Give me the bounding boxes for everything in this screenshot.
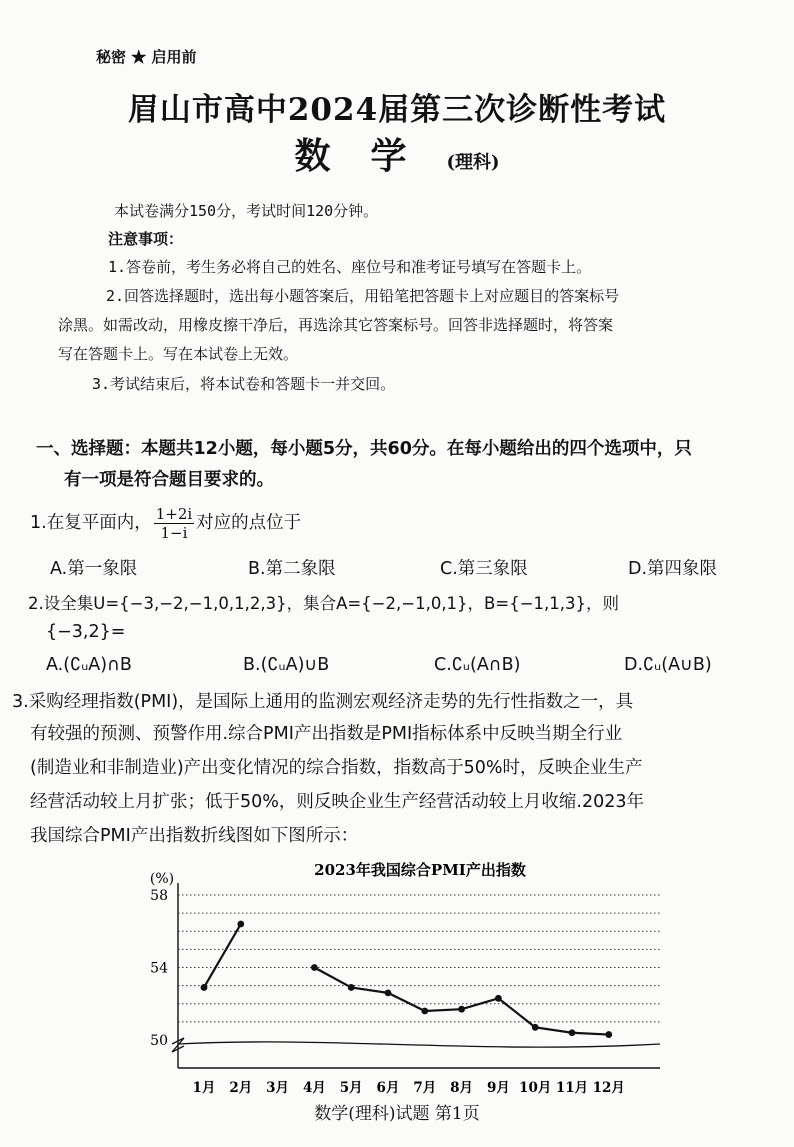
question-3-line3: (制造业和非制造业)产出变化情况的综合指数，指数高于50%时，反映企业生产	[30, 758, 643, 778]
grid-layer	[178, 895, 660, 1022]
data-point	[201, 984, 208, 991]
data-point	[385, 989, 392, 996]
q2-option-b: B.(∁ᵤA)∪B	[243, 655, 330, 675]
q1-denominator: 1−i	[160, 523, 188, 542]
x-tick-label: 5月	[339, 1080, 363, 1095]
question-1	[30, 500, 301, 546]
x-tick-label: 11月	[555, 1080, 589, 1095]
x-tick-label: 2月	[229, 1080, 253, 1095]
question-3-line4: 经营活动较上月扩张；低于50%，则反映企业生产经营活动较上月收缩.2023年	[30, 792, 644, 812]
data-point	[605, 1031, 612, 1038]
series-line	[204, 924, 241, 987]
data-point	[532, 1024, 539, 1031]
axis-layer	[172, 883, 660, 1068]
chart-title: 2023年我国综合PMI产出指数	[314, 861, 526, 879]
q1-option-b: B.第二象限	[248, 559, 336, 579]
note-item-2-line3: 写在答题卡上。写在本试卷上无效。	[58, 345, 299, 363]
q2-option-d: D.∁ᵤ(A∪B)	[624, 655, 712, 675]
note-item-1: 1.答卷前，考生务必将自己的姓名、座位号和准考证号填写在答题卡上。	[108, 258, 592, 276]
note-item-3: 3.考试结束后，将本试卷和答题卡一并交回。	[92, 375, 396, 393]
data-point	[458, 1006, 465, 1013]
question-3-line2: 有较强的预测、预警作用.综合PMI产出指数是PMI指标体系中反映当期全行业	[30, 724, 623, 744]
note-item-2-line1: 2.回答选择题时，选出每小题答案后，用铅笔把答题卡上对应题目的答案标号	[106, 287, 620, 305]
notes-heading: 注意事项：	[108, 230, 184, 248]
data-point	[348, 984, 355, 991]
y-tick-label: 50	[150, 1033, 168, 1049]
subject-heading	[0, 128, 794, 179]
q1-fraction	[154, 505, 194, 542]
section-heading-line1: 一、选择题：本题共12小题，每小题5分，共60分。在每小题给出的四个选项中，只	[36, 439, 692, 459]
q1-numerator: 1+2i	[155, 504, 193, 523]
q1-option-a: A.第一象限	[50, 559, 138, 579]
exam-title: 眉山市高中2024届第三次诊断性考试	[127, 92, 667, 128]
x-tick-label: 8月	[450, 1080, 474, 1095]
series-layer	[201, 921, 613, 1038]
x-tick-label: 10月	[519, 1080, 552, 1095]
subject-note: (理科)	[446, 152, 500, 173]
q1-suffix: 对应的点位于	[196, 513, 302, 533]
data-point	[311, 964, 318, 971]
confidential-label: 秘密 ★ 启用前	[96, 48, 197, 66]
x-tick-label: 12月	[592, 1080, 625, 1095]
exam-intro: 本试卷满分150分，考试时间120分钟。	[114, 202, 379, 220]
y-axis-label: (%)	[149, 871, 175, 887]
q2-option-c: C.∁ᵤ(A∩B)	[434, 655, 521, 675]
question-3-line1: 3.采购经理指数(PMI)，是国际上通用的监测宏观经济走势的先行性指数之一，具	[12, 692, 634, 712]
question-2-line1: 2.设全集U={−3,−2,−1,0,1,2,3}，集合A={−2,−1,0,1}，B={−1,1,3}，则	[28, 594, 620, 613]
wavy-baseline	[178, 1042, 660, 1047]
note-item-2-line2: 涂黑。如需改动，用橡皮擦干净后，再选涂其它答案标号。回答非选择题时，将答案	[58, 316, 614, 334]
x-tick-label: 9月	[486, 1080, 510, 1095]
page-footer: 数学(理科)试题 第1页	[314, 1104, 480, 1124]
data-point	[421, 1008, 428, 1015]
data-point	[237, 921, 244, 928]
x-tick-label: 7月	[413, 1080, 437, 1095]
q1-option-d: D.第四象限	[628, 559, 718, 579]
x-tick-label: 1月	[192, 1080, 216, 1095]
x-tick-label: 6月	[376, 1080, 400, 1095]
question-3-line5: 我国综合PMI产出指数折线图如下图所示：	[30, 826, 359, 846]
q1-prefix: 1.在复平面内，	[30, 513, 152, 533]
x-tick-label: 3月	[266, 1080, 290, 1095]
y-tick-label: 54	[150, 960, 168, 977]
question-2-line2: {−3,2}=	[46, 622, 126, 642]
y-tick-label: 58	[150, 888, 168, 904]
series-line	[314, 968, 608, 1035]
data-point	[495, 995, 502, 1002]
q2-option-a: A.(∁ᵤA)∩B	[46, 655, 132, 675]
q1-option-c: C.第三象限	[440, 559, 528, 579]
chart-svg	[130, 855, 670, 1095]
section-heading-line2: 有一项是符合题目要求的。	[64, 470, 274, 490]
subject-name: 数学	[294, 135, 447, 177]
pmi-line-chart	[130, 855, 670, 1095]
x-tick-label: 4月	[302, 1080, 326, 1095]
data-point	[569, 1029, 576, 1036]
